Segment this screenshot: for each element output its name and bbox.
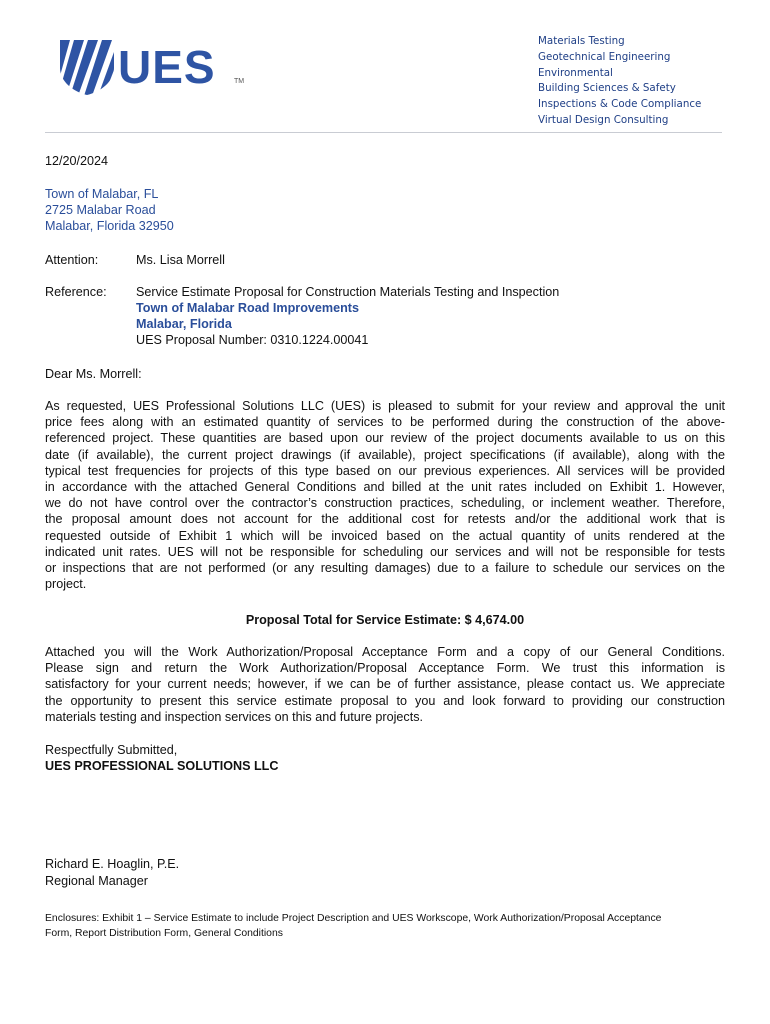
paragraph-line: typical test frequencies for projects of this type based on our previous experiences. All services will be provided: [45, 463, 725, 478]
service-item: Geotechnical Engineering: [538, 50, 671, 63]
trademark: TM: [234, 78, 245, 85]
paragraph-line: materials testing and inspection services on this and future projects.: [45, 709, 424, 724]
recipient-line: Town of Malabar, FL: [45, 187, 159, 201]
paragraph-line: referenced project. These quantities are based upon our review of the project documents available to us on this: [45, 431, 725, 446]
services-list: [538, 34, 701, 129]
paragraph-line: the proposal amount does not account for the additional cost for retests and/or the additional work that is: [45, 512, 725, 527]
ues-logo: [58, 38, 248, 98]
signer-title: Regional Manager: [45, 874, 148, 888]
recipient-line: Malabar, Florida 32950: [45, 219, 174, 233]
paragraph-line: requested outside of Exhibit 1 which will be invoiced based on the actual quantity of units rendered at the: [45, 528, 725, 543]
letter-date: 12/20/2024: [45, 154, 109, 168]
project-name: Town of Malabar Road Improvements: [136, 301, 359, 315]
enclosure-line: Enclosures: Exhibit 1 – Service Estimate to include Project Description and UES Workscope, Work Authorization/Proposal Acceptance: [45, 913, 662, 924]
paragraph-line: price fees along with an estimated quantity of services to be performed during the construction of the above-: [45, 415, 725, 430]
body-paragraph-2: [45, 644, 725, 725]
attention-label: Attention:: [45, 253, 99, 267]
reference-line: Service Estimate Proposal for Construction Materials Testing and Inspection: [136, 285, 560, 299]
paragraph-line: date (if available), the current project drawings (if available), project specifications (if available), along with the: [45, 447, 725, 462]
signer-name: Richard E. Hoaglin, P.E.: [45, 857, 180, 871]
paragraph-line: As requested, UES Professional Solutions LLC (UES) is pleased to submit for your review and approval the unit: [45, 399, 725, 413]
salutation: Dear Ms. Morrell:: [45, 367, 142, 381]
reference-label: Reference:: [45, 285, 107, 299]
service-item: Environmental: [538, 66, 613, 79]
logo-wordmark: UES: [118, 41, 216, 93]
paragraph-line: Please sign and return the Work Authorization/Proposal Acceptance Form. We trust this information is: [45, 661, 725, 676]
paragraph-line: indicated unit rates. UES will not be responsible for scheduling our services and will not be responsible for tests: [45, 544, 725, 559]
paragraph-line: we do not have control over the contractor’s construction practices, scheduling, or inclement weather. Therefore,: [45, 496, 725, 511]
company-name: UES PROFESSIONAL SOLUTIONS LLC: [45, 759, 279, 773]
project-location: Malabar, Florida: [136, 317, 232, 331]
paragraph-line: or inspections that are not performed (or any resulting damages) due to a failure to schedule our services on the: [45, 561, 725, 576]
paragraph-line: project.: [45, 577, 87, 592]
enclosure-line: Form, Report Distribution Form, General Conditions: [45, 928, 283, 939]
paragraph-line: the opportunity to present this service estimate proposal to you and look forward to providing our construction: [45, 693, 725, 708]
recipient-line: 2725 Malabar Road: [45, 203, 156, 217]
shield-icon: [58, 38, 116, 96]
closing: Respectfully Submitted,: [45, 743, 178, 757]
service-item: Virtual Design Consulting: [538, 113, 669, 126]
header-divider: [45, 132, 722, 133]
service-item: Materials Testing: [538, 35, 625, 47]
paragraph-line: in accordance with the attached General Conditions and billed at the unit rates included on Exhibit 1. However,: [45, 480, 725, 495]
enclosures: [45, 911, 725, 941]
paragraph-line: satisfactory for your current needs; however, if we can be of further assistance, please contact us. We appreciate: [45, 677, 725, 692]
proposal-total: Proposal Total for Service Estimate: $ 4,674.00: [245, 613, 525, 627]
body-paragraph-1: [45, 398, 725, 592]
proposal-number: UES Proposal Number: 0310.1224.00041: [136, 333, 369, 347]
paragraph-line: Attached you will the Work Authorization/Proposal Acceptance Form and a copy of our General Conditions.: [45, 645, 725, 659]
service-item: Inspections & Code Compliance: [538, 98, 702, 111]
attention-value: Ms. Lisa Morrell: [136, 253, 225, 267]
service-item: Building Sciences & Safety: [538, 82, 676, 95]
